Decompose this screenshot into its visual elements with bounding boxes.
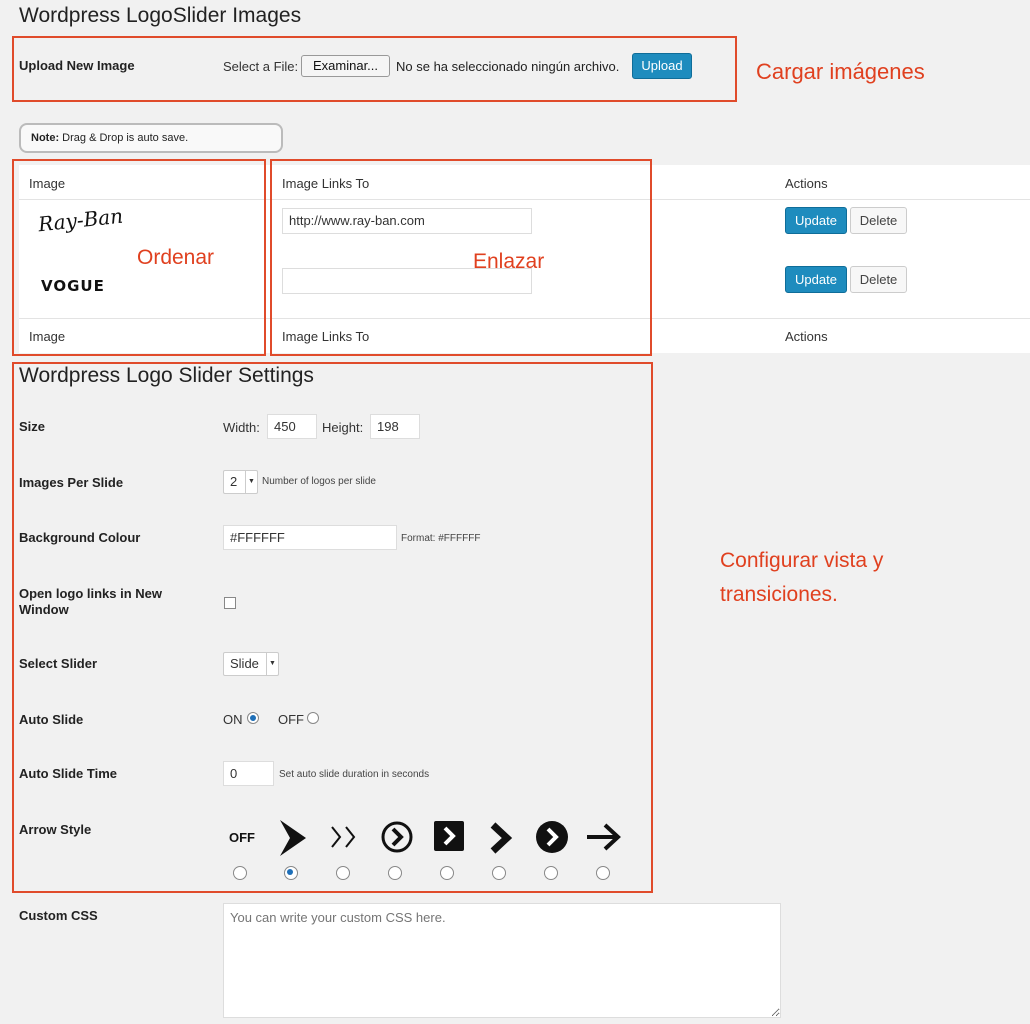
images-per-slide-select[interactable] (223, 470, 258, 494)
annotation-link: Enlazar (473, 250, 545, 273)
arrow-style-radio-5[interactable] (492, 866, 506, 880)
arrow-style-2-icon (329, 824, 359, 850)
new-window-label-1: Open logo links in New (19, 586, 163, 601)
width-input[interactable]: 450 (267, 414, 317, 439)
settings-title: Wordpress Logo Slider Settings (19, 364, 314, 387)
arrow-style-radio-0[interactable] (233, 866, 247, 880)
auto-slide-on-radio[interactable] (247, 712, 259, 724)
link-input-1[interactable]: http://www.ray-ban.com (282, 208, 532, 234)
select-file-label: Select a File: (223, 59, 299, 74)
background-colour-hint: Format: #FFFFFF (401, 533, 481, 544)
vogue-logo[interactable]: VOGUE (41, 277, 105, 295)
auto-slide-label: Auto Slide (19, 712, 84, 727)
delete-button-2[interactable]: Delete (850, 266, 907, 293)
annotation-upload: Cargar imágenes (756, 59, 925, 84)
images-per-slide-hint: Number of logos per slide (262, 476, 376, 487)
auto-slide-on-label: ON (223, 712, 243, 727)
size-label: Size (19, 419, 46, 434)
background-colour-label: Background Colour (19, 530, 141, 545)
col-actions-header: Actions (785, 176, 828, 191)
background-colour-input[interactable]: #FFFFFF (223, 525, 397, 550)
arrow-style-radio-7[interactable] (596, 866, 610, 880)
page-title: Wordpress LogoSlider Images (19, 4, 302, 27)
auto-slide-off-radio[interactable] (307, 712, 319, 724)
delete-button-1[interactable]: Delete (850, 207, 907, 234)
update-button-2[interactable]: Update (785, 266, 847, 293)
images-per-slide-label: Images Per Slide (19, 475, 124, 490)
note-text: Drag & Drop is auto save. (62, 132, 189, 144)
new-window-checkbox[interactable] (224, 597, 236, 609)
rayban-logo[interactable]: Ray-Ban (36, 203, 125, 237)
arrow-style-label: Arrow Style (19, 822, 92, 837)
images-per-slide-value: 2 (230, 474, 238, 489)
arrow-style-4-icon (433, 820, 465, 852)
select-slider-value: Slide (230, 656, 259, 671)
arrow-style-radio-2[interactable] (336, 866, 350, 880)
note-bold: Note: (31, 132, 60, 144)
auto-slide-off-label: OFF (278, 712, 304, 727)
arrow-style-3-icon (380, 820, 414, 854)
col-links-header: Image Links To (282, 176, 370, 191)
chevron-down-icon: ▼ (245, 471, 257, 493)
auto-slide-time-hint: Set auto slide duration in seconds (279, 769, 430, 780)
arrow-style-7-icon (585, 822, 623, 852)
col-image-header: Image (29, 176, 66, 191)
arrow-style-off-label: OFF (229, 830, 255, 845)
select-slider-label: Select Slider (19, 656, 98, 671)
custom-css-label: Custom CSS (19, 908, 98, 923)
new-window-label-2: Window (19, 602, 69, 617)
arrow-style-5-icon (488, 822, 514, 854)
chevron-down-icon: ▼ (266, 653, 278, 675)
note-box (19, 123, 283, 153)
auto-slide-time-input[interactable]: 0 (223, 761, 274, 786)
browse-button[interactable]: Examinar... (301, 55, 390, 77)
annotation-config-1: Configurar vista y (720, 549, 884, 572)
arrow-style-radio-3[interactable] (388, 866, 402, 880)
select-slider-select[interactable] (223, 652, 279, 676)
custom-css-textarea[interactable] (223, 903, 781, 1018)
arrow-style-radio-6[interactable] (544, 866, 558, 880)
width-label: Width: (223, 420, 260, 435)
no-file-text: No se ha seleccionado ningún archivo. (396, 59, 620, 74)
height-input[interactable]: 198 (370, 414, 420, 439)
height-label: Height: (322, 420, 364, 435)
arrow-style-1-icon (278, 818, 308, 858)
col-actions-footer: Actions (785, 329, 828, 344)
arrow-style-6-icon (535, 820, 569, 854)
upload-label: Upload New Image (19, 58, 135, 73)
arrow-style-radio-1[interactable] (284, 866, 298, 880)
update-button-1[interactable]: Update (785, 207, 847, 234)
annotation-box-config (12, 362, 653, 893)
col-links-footer: Image Links To (282, 329, 370, 344)
annotation-config-2: transiciones. (720, 583, 838, 606)
arrow-style-radio-4[interactable] (440, 866, 454, 880)
upload-button[interactable]: Upload (632, 53, 692, 79)
col-image-footer: Image (29, 329, 66, 344)
auto-slide-time-label: Auto Slide Time (19, 766, 117, 781)
annotation-order: Ordenar (137, 246, 215, 269)
